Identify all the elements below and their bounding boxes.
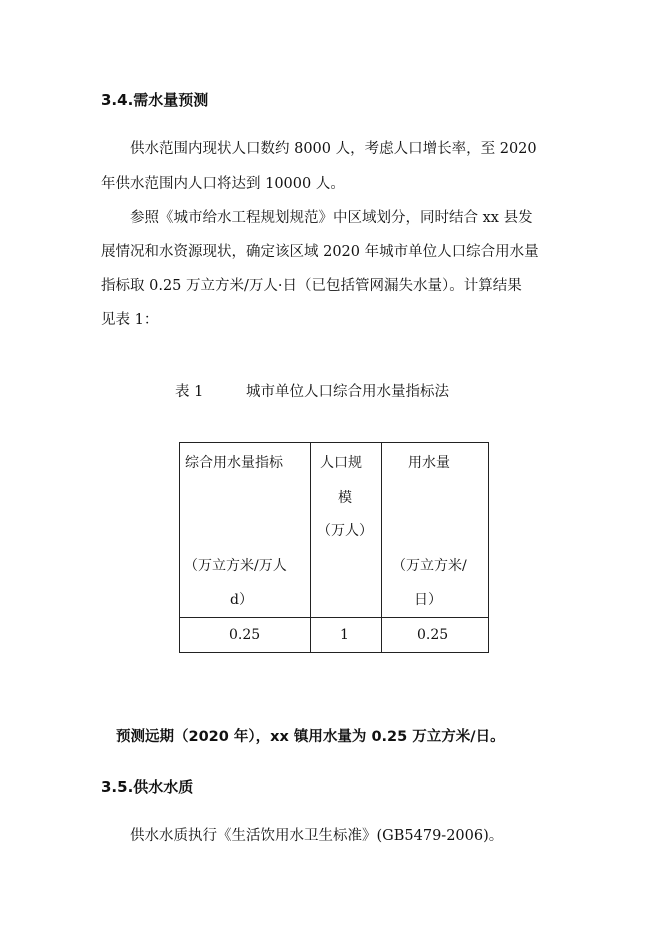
table-caption-number: 表 1 bbox=[175, 384, 204, 400]
cell-population-value: 1 bbox=[340, 627, 349, 643]
cell-water-use-value: 0.25 bbox=[417, 627, 449, 643]
water-demand-table bbox=[179, 442, 489, 653]
forecast-statement: 预测远期（2020 年），xx 镇用水量为 0.25 万立方米/日。 bbox=[116, 729, 505, 745]
header-population-line-2: 模 bbox=[338, 490, 352, 506]
paragraph-1-line-2: 年供水范围内人口将达到 10000 人。 bbox=[101, 176, 345, 192]
paragraph-3: 供水水质执行《生活饮用水卫生标准》(GB5479-2006)。 bbox=[130, 828, 504, 844]
paragraph-2-line-2: 展情况和水资源现状，确定该区域 2020 年城市单位人口综合用水量 bbox=[101, 244, 539, 260]
paragraph-1-line-1: 供水范围内现状人口数约 8000 人，考虑人口增长率，至 2020 bbox=[130, 141, 537, 157]
paragraph-2-line-3: 指标取 0.25 万立方米/万人·日（已包括管网漏失水量）。计算结果 bbox=[101, 278, 522, 294]
header-water-use-line-1: 用水量 bbox=[408, 455, 450, 471]
table-caption-title: 城市单位人口综合用水量指标法 bbox=[246, 384, 449, 400]
header-water-use-line-2: （万立方米/ bbox=[392, 558, 467, 574]
header-indicator-line-2: （万立方米/万人 bbox=[184, 558, 287, 574]
table-divider bbox=[381, 443, 382, 652]
paragraph-2-line-4: 见表 1： bbox=[101, 312, 159, 328]
cell-indicator-value: 0.25 bbox=[229, 627, 261, 643]
paragraph-2-line-1: 参照《城市给水工程规划规范》中区域划分，同时结合 xx 县发 bbox=[130, 210, 533, 226]
header-indicator-line-1: 综合用水量指标 bbox=[185, 455, 283, 471]
header-population-line-3: （万人） bbox=[317, 523, 373, 539]
table-divider bbox=[310, 443, 311, 652]
header-water-use-line-3: 日） bbox=[414, 592, 442, 608]
section-heading-3-5: 3.5.供水水质 bbox=[101, 778, 194, 796]
table-divider bbox=[180, 617, 488, 618]
header-indicator-line-3: d） bbox=[230, 592, 253, 608]
header-population-line-1: 人口规 bbox=[320, 455, 362, 471]
section-heading-3-4: 3.4.需水量预测 bbox=[101, 91, 209, 109]
